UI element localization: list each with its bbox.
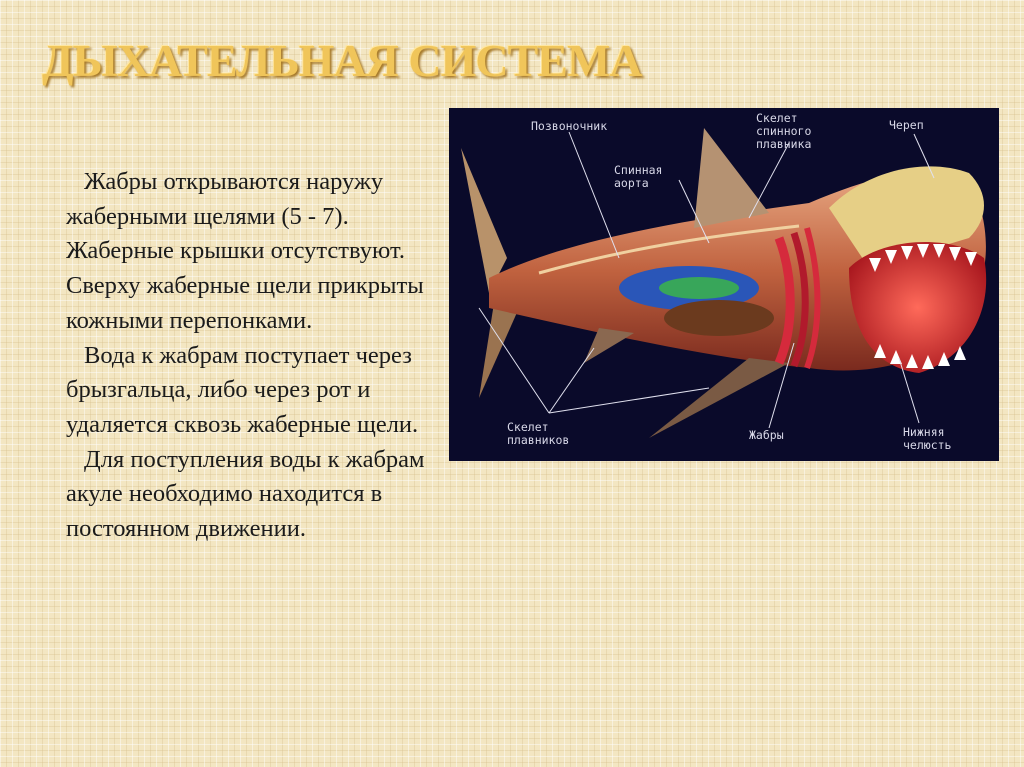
label-aorta-1: Спинная [614, 163, 663, 177]
shark-anatomy-illustration [449, 108, 999, 461]
label-aorta-2: аорта [614, 176, 649, 190]
shark-anatomy-figure [449, 108, 999, 461]
organ-liver [659, 277, 739, 299]
organ-intestine [664, 300, 774, 336]
label-dorsal-fin-skeleton-2: спинного [756, 124, 812, 138]
slide-title: ДЫХАТЕЛЬНАЯ СИСТЕМА [42, 35, 642, 86]
label-skull: Череп [889, 118, 924, 132]
label-jaw-2: челюсть [903, 438, 952, 452]
body-text [66, 165, 446, 547]
label-spine: Позвоночник [531, 119, 608, 133]
label-dorsal-fin-skeleton-3: плавника [756, 137, 812, 151]
label-jaw-1: Нижняя [903, 425, 945, 439]
paragraph-gills: Жабры открываются наружу жаберными щелями (5 - 7). Жаберные крышки отсутствуют. Сверху жаберные щели прикрыты кожными перепонками. [66, 168, 424, 334]
label-fin-skeleton-2: плавников [507, 433, 570, 447]
paragraph-movement: Для поступления воды к жабрам акуле необходимо находится в постоянном движении. [66, 445, 425, 543]
label-dorsal-fin-skeleton-1: Скелет [756, 111, 798, 125]
paragraph-water-flow: Вода к жабрам поступает через брызгальца, либо через рот и удаляется сквозь жаберные щели. [66, 341, 419, 438]
label-gills: Жабры [749, 428, 784, 442]
label-fin-skeleton-1: Скелет [507, 420, 549, 434]
